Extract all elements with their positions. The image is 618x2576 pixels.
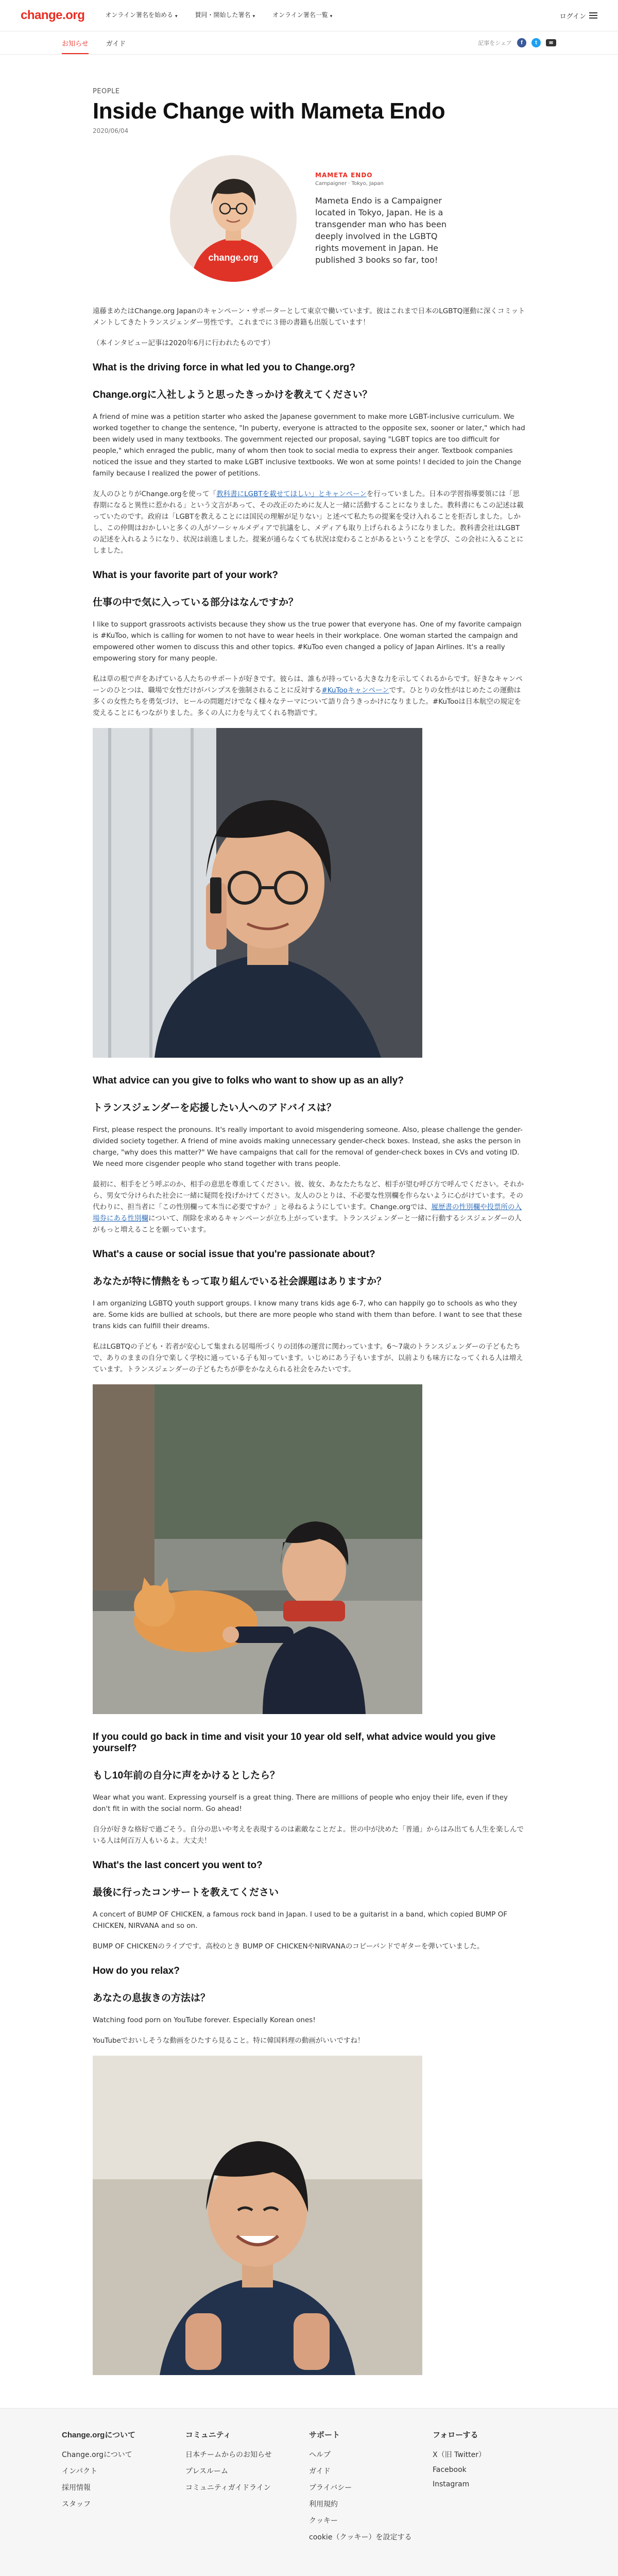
answer-en: Watching food porn on YouTube forever. Especially Korean ones! xyxy=(93,2016,316,2024)
question-en: What is the driving force in what led you to Change.org? xyxy=(93,362,355,373)
share-bar xyxy=(478,38,556,47)
answer-ja: 私はLGBTQの子ども・若者が安心して集まれる居場所づくりの団体の運営に関わっています。6〜7歳のトランスジェンダーの子どもたちで、ありのままの自分で楽しく学校に通っている子も知っています。いじめにあう子もいますが、以前よりも味方になってくれる人は増えています。トランスジェンダーの子どもたちが夢をかなえられる社会をみたいです。 xyxy=(93,1343,523,1374)
footer-link[interactable]: スタッフ xyxy=(62,2500,91,2509)
question-ja: 最後に行ったコンサートを教えてください xyxy=(93,1887,279,1898)
footer-link[interactable]: 採用情報 xyxy=(62,2484,91,2492)
footer-link[interactable]: インパクト xyxy=(62,2467,98,2476)
photo-with-cat xyxy=(93,1384,422,1716)
question-en: What advice can you give to folks who want to show up as an ally? xyxy=(93,1075,404,1086)
footer-link[interactable]: 日本チームからのお知らせ xyxy=(185,2451,272,2459)
question-ja: あなたが特に情熱をもって取り組んでいる社会課題はありますか？ xyxy=(93,1276,387,1287)
kutoo-campaign-link[interactable]: #KuTooキャンペーン xyxy=(321,686,389,694)
footer-columns xyxy=(0,2409,618,2548)
footer-link[interactable]: X（旧 Twitter） xyxy=(433,2451,486,2459)
chevron-down-icon: ▾ xyxy=(330,13,333,19)
tab-guide[interactable]: ガイド xyxy=(106,40,126,48)
answer-ja xyxy=(93,673,525,719)
profile-name: MAMETA ENDO xyxy=(315,171,373,179)
footer-col-support xyxy=(309,2429,433,2548)
intro-ja: 遠藤まめたはChange.org Japanのキャンペーン・サポーターとして東京で働いています。彼はこれまで日本のLGBTQ運動に深くコミットメントしてきたトランスジェンダー男性です。これまでに３冊の書籍も出版しています！ xyxy=(93,307,525,327)
avatar xyxy=(170,155,297,282)
question-ja: トランスジェンダーを応援したい人へのアドバイスは？ xyxy=(93,1103,336,1113)
question-ja: Change.orgに入社しようと思ったきっかけを教えてください？ xyxy=(93,389,372,400)
footer-col-community xyxy=(185,2429,309,2548)
nav-browse-petitions[interactable] xyxy=(272,11,332,21)
footer-link[interactable]: プライバシー xyxy=(309,2484,352,2492)
question-ja: 仕事の中で気に入っている部分はなんですか？ xyxy=(93,597,299,608)
footer-heading: コミュニティ xyxy=(185,2431,231,2439)
mail-icon[interactable]: ✉ xyxy=(546,39,556,46)
question-en: What's the last concert you went to? xyxy=(93,1860,263,1871)
footer-link[interactable]: Facebook xyxy=(433,2466,467,2474)
profile-bio: Mameta Endo is a Campaigner located in Tokyo, Japan. He is a transgender man who has been deeply involved in the LGBTQ rights movement in Japan. He published 3 books so far, too! xyxy=(315,195,447,265)
login-label: ログイン xyxy=(559,12,586,21)
footer-heading: Change.orgについて xyxy=(62,2431,136,2439)
login-menu[interactable] xyxy=(560,11,597,21)
answer-en: I am organizing LGBTQ youth support groups. I know many trans kids age 6-7, who can happily go to schools as who they are. Some kids are bullied at schools, but there are more people who stand with them than before. I want to see that these trans kids can fulfill their dreams. xyxy=(93,1299,522,1330)
answer-text: について、削除を求めるキャンペーンが立ち上がっています。トランスジェンダーと一緒に行動するシスジェンダーの人がもっと増えることを願っています。 xyxy=(93,1214,522,1234)
gender-box-campaign-link[interactable]: 履歴書の性別欄や投票所の入場券にある性別欄 xyxy=(93,1203,522,1223)
sub-bar xyxy=(0,31,618,55)
answer-ja: 自分が好きな格好で過ごそう。自分の思いや考えを表現するのは素敵なことだよ。世の中が決めた「普通」からはみ出ても人生を楽しんでいる人は何百万人もいるよ。大丈夫！ xyxy=(93,1825,524,1845)
answer-en: Wear what you want. Expressing yourself is a great thing. There are millions of people who enjoy their life, even if they don't fit in with the social norm. Go ahead! xyxy=(93,1793,508,1813)
top-bar xyxy=(0,0,618,31)
footer-heading: サポート xyxy=(309,2431,340,2439)
answer-text: 友人のひとりがChange.orgを使って「 xyxy=(93,490,217,498)
question-ja: あなたの息抜きの方法は？ xyxy=(93,1993,211,2004)
footer-link[interactable]: クッキー xyxy=(309,2517,338,2525)
article-date: 2020/06/04 xyxy=(93,127,129,134)
answer-ja xyxy=(93,488,525,556)
footer-link[interactable]: Instagram xyxy=(433,2480,470,2488)
question-ja: もし10年前の自分に声をかけるとしたら？ xyxy=(93,1770,280,1781)
footer-link[interactable]: cookie（クッキー）を設定する xyxy=(309,2533,412,2541)
photo-phone-call xyxy=(93,728,422,1060)
footer-link[interactable]: Change.orgについて xyxy=(62,2451,132,2459)
footer-heading: フォローする xyxy=(433,2431,478,2439)
profile-card xyxy=(170,155,525,282)
footer-link[interactable]: コミュニティガイドライン xyxy=(185,2484,271,2492)
facebook-icon[interactable]: f xyxy=(517,38,526,47)
footer-link[interactable]: プレスルーム xyxy=(185,2467,229,2476)
question-en: What is your favorite part of your work? xyxy=(93,570,278,581)
note-ja: （本インタビュー記事は2020年6月に行われたものです） xyxy=(93,339,274,347)
profile-role: Campaigner · Tokyo, Japan xyxy=(315,180,384,187)
chevron-down-icon: ▾ xyxy=(252,13,255,19)
nav-label: 賛同・開始した署名 xyxy=(195,11,251,19)
nav-my-petitions[interactable] xyxy=(195,11,255,21)
share-label: 記事をシェア xyxy=(478,40,512,46)
article-body xyxy=(93,306,525,2377)
nav-label: オンライン署名を始める xyxy=(105,11,174,19)
nav-start-petition[interactable] xyxy=(105,11,177,21)
top-nav xyxy=(105,11,332,21)
footer-link[interactable]: ガイド xyxy=(309,2467,331,2476)
footer-link[interactable]: ヘルプ xyxy=(309,2451,331,2459)
answer-en: First, please respect the pronouns. It's really important to avoid misgendering someone. Also, please challenge the gender-divided society together. A friend of mine avoids making unnecessary gender-check boxes. Instead, she asks the person in charge, "why does this matter?" We have campaigns that call for the removal of gender-check boxes in CVs and voting ID. We need more cisgender people who stand together with trans people. xyxy=(93,1126,523,1168)
answer-text: です。ひとりの女性がはじめたこの運動は多くの女性たちを勇気づけ、ヒールの問題だけでなく様々なテーマについて語り合うきっかけになりました。#KuTooは日本航空の規定を変えることにもつながりました。多くの人に力を与えてくれる物語です。 xyxy=(93,686,521,717)
footer-link[interactable]: 利用規約 xyxy=(309,2500,338,2509)
answer-text: 最初に、相手をどう呼ぶのか、相手の意思を尊重してください。彼、彼女、あなたたちなど、相手が望む呼び方で呼んでください。それから、男女で分けられた社会に一緒に疑問を投げかけてください。友人のひとりは、不必要な性別欄を作らないように心がけています。その代わりに、担当者に「この性別欄って本当に必要ですか？」と尋ねるようにしています。Change.orgでは、 xyxy=(93,1180,524,1211)
answer-text: を行っていました。日本の学習指導要領には「思春期になると異性に惹かれる」という文言があって、その改正のために友人と一緒に活動することになりました。教科書にもこの記述は載っていたのです。政府は「LGBTを教えることには国民の理解が足りない」と述べて私たちの提案を受け入れることを拒否しました。しかし、この仲間はおかしいと多くの人がソーシャルメディアで抗議をし、メディアも取り上げられるようになりました。教科書会社はLGBTの記述を入れるようになり、状況は前進しました。提案が通らなくても状況は変わることがあるということを学び、この会社に入ることにしました。 xyxy=(93,490,524,555)
footer-col-follow xyxy=(433,2429,556,2548)
footer-col-about xyxy=(62,2429,185,2548)
change-org-logo[interactable]: change.org xyxy=(21,8,85,22)
answer-ja: BUMP OF CHICKENのライブです。高校のとき BUMP OF CHICKENやNIRVANAのコピーバンドでギターを弾いていました。 xyxy=(93,1942,484,1951)
question-en: What's a cause or social issue that you're passionate about? xyxy=(93,1249,375,1260)
article-kicker: PEOPLE xyxy=(93,88,120,95)
answer-en: A friend of mine was a petition starter who asked the Japanese government to make more LGBT-inclusive curriculum. We worked together to change the sentence, "In puberty, everyone is attracted to the opposite sex, sooner or later," which had been widely used in many textbooks. The government rejected our proposal, saying "LGBT topics are too difficult for people," which enraged the public, many of whom then took to social media to express their anger. Textbook companies noticed the issue and they started to make LGBT inclusive textbooks. We won at some points! I decided to join the Change family because I realized the power of petitions. xyxy=(93,413,525,478)
hamburger-icon xyxy=(589,12,597,19)
sub-nav xyxy=(62,31,126,54)
answer-ja xyxy=(93,1179,525,1235)
answer-text: 私は草の根で声をあげている人たちのサポートが好きです。彼らは、誰もが持っている大きな力を示してくれるからです。好きなキャンペーンのひとつは、職場で女性だけがパンプスを強制されることに反対する xyxy=(93,675,523,694)
footer xyxy=(0,2408,618,2576)
answer-en: I like to support grassroots activists because they show us the true power that everyone has. One of my favorite campaign is #KuToo, which is calling for women to not have to wear heels in their workplace. One woman started the campaign and empowered other women to discuss this and other topics. #KuToo even changed a policy of Japan Airlines. It's a really empowering story for many people. xyxy=(93,620,522,663)
nav-label: オンライン署名一覧 xyxy=(272,11,328,19)
article xyxy=(93,88,525,2377)
twitter-icon[interactable]: t xyxy=(531,38,541,47)
question-en: If you could go back in time and visit your 10 year old self, what advice would you give yourself? xyxy=(93,1732,496,1754)
question-en: How do you relax? xyxy=(93,1965,180,1976)
answer-en: A concert of BUMP OF CHICKEN, a famous rock band in Japan. I used to be a guitarist in a band, which copied BUMP OF CHICKEN, NIRVANA and so on. xyxy=(93,1910,507,1930)
textbook-campaign-link[interactable]: 教科書にLGBTを載せてほしい」とキャンペーン xyxy=(216,490,367,498)
answer-ja: YouTubeでおいしそうな動画をひたすら見ること。特に韓国料理の動画がいいですね！ xyxy=(93,2037,365,2045)
chevron-down-icon: ▾ xyxy=(175,13,178,19)
shirt-logo: change.org xyxy=(208,252,259,263)
profile-info xyxy=(315,172,448,266)
photo-smiling xyxy=(93,2056,422,2377)
article-title: Inside Change with Mameta Endo xyxy=(93,98,445,124)
tab-news[interactable]: お知らせ xyxy=(62,31,89,54)
